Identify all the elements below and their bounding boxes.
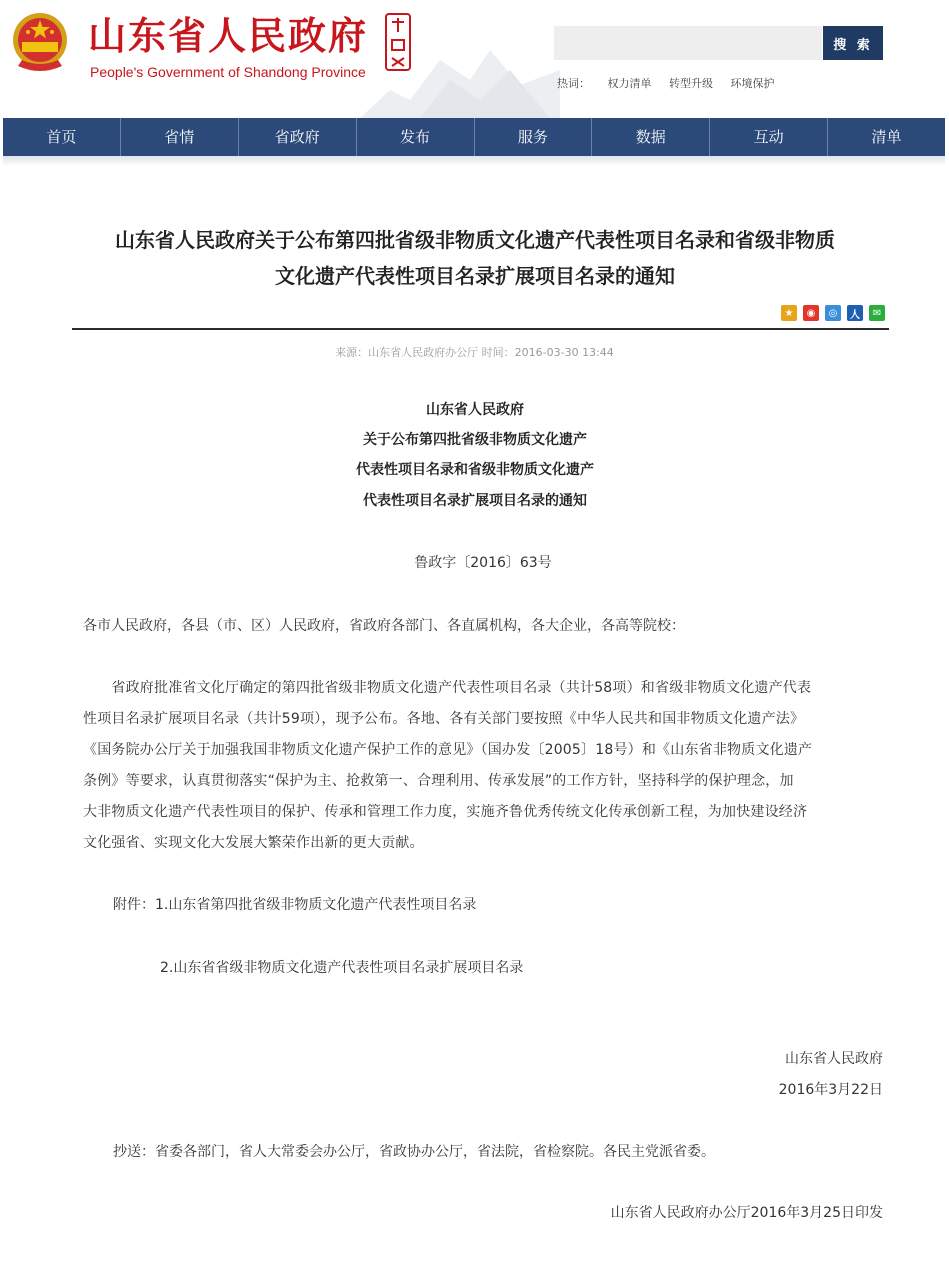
nav-item-release[interactable]: 发布 [357, 118, 475, 156]
body-line: 文化强省、实现文化大发展大繁荣作出新的更大贡献。 [83, 835, 424, 851]
hot-keywords [557, 75, 789, 91]
body-line: 性项目名录扩展项目名录（共计59项），现予公布。各地、各有关部门要按照《中华人民共和国非物质文化遗产法》 [83, 711, 805, 727]
qzone-share-icon[interactable]: ★ [781, 305, 797, 321]
article-title [60, 222, 890, 294]
main-nav [3, 118, 945, 156]
weibo-share-icon[interactable]: ◉ [803, 305, 819, 321]
nav-item-home[interactable]: 首页 [3, 118, 121, 156]
nav-item-province-info[interactable]: 省情 [121, 118, 239, 156]
nav-item-data[interactable]: 数据 [592, 118, 710, 156]
body-line: 《国务院办公厅关于加强我国非物质文化遗产保护工作的意见》（国办发〔2005〕18号）和《山东省非物质文化遗产 [83, 742, 813, 758]
mountain-decoration-icon [360, 40, 560, 118]
article-meta: 来源：山东省人民政府办公厅 时间：2016-03-30 13:44 [335, 346, 614, 359]
national-emblem-icon[interactable] [8, 10, 72, 78]
printed-by: 山东省人民政府办公厅2016年3月25日印发 [610, 1205, 883, 1221]
salutation: 各市人民政府，各县（市、区）人民政府，省政府各部门、各直属机构，各大企业，各高等院校： [83, 618, 685, 634]
hot-keyword-link[interactable]: 权力清单 [607, 77, 652, 90]
attachment-1[interactable]: 附件：1.山东省第四批省级非物质文化遗产代表性项目名录 [113, 897, 477, 913]
wechat-share-icon[interactable]: ✉ [869, 305, 885, 321]
doc-heading-line: 关于公布第四批省级非物质文化遗产 [363, 432, 587, 448]
nav-shadow [3, 156, 945, 166]
renren-share-icon[interactable]: 人 [847, 305, 863, 321]
tencent-weibo-share-icon[interactable]: ◎ [825, 305, 841, 321]
document-number: 鲁政字〔2016〕63号 [414, 555, 552, 571]
hot-keyword-link[interactable]: 环境保护 [730, 77, 775, 90]
body-line: 条例》等要求，认真贯彻落实“保护为主、抢救第一、合理利用、传承发展”的工作方针，坚持科学的保护理念，加 [83, 773, 794, 789]
title-divider [72, 328, 889, 330]
search-input[interactable] [554, 26, 822, 60]
search-button[interactable]: 搜 索 [823, 26, 883, 60]
doc-heading-line: 山东省人民政府 [426, 402, 524, 418]
body-line: 省政府批准省文化厅确定的第四批省级非物质文化遗产代表性项目名录（共计58项）和省级非物质文化遗产代表 [83, 680, 812, 696]
hot-keyword-link[interactable]: 转型升级 [669, 77, 713, 90]
hot-keywords-label: 热词： [557, 77, 590, 90]
cc-line: 抄送：省委各部门，省人大常委会办公厅，省政协办公厅，省法院，省检察院。各民主党派省委。 [113, 1144, 715, 1160]
signature-org: 山东省人民政府 [785, 1051, 883, 1067]
article-title-line: 文化遗产代表性项目名录扩展项目名录的通知 [275, 264, 675, 288]
body-line: 大非物质文化遗产代表性项目的保护、传承和管理工作力度，实施齐鲁优秀传统文化传承创新工程，为加快建设经济 [83, 804, 808, 820]
article-title-line: 山东省人民政府关于公布第四批省级非物质文化遗产代表性项目名录和省级非物质 [115, 228, 835, 252]
signature-date: 2016年3月22日 [778, 1082, 883, 1098]
site-subtitle: People's Government of Shandong Province [90, 64, 366, 80]
nav-item-service[interactable]: 服务 [475, 118, 593, 156]
site-title[interactable]: 山东省人民政府 [88, 13, 369, 58]
doc-heading-line: 代表性项目名录扩展项目名录的通知 [363, 493, 587, 509]
nav-item-lists[interactable]: 清单 [871, 128, 902, 146]
site-header [0, 0, 949, 118]
doc-heading-line: 代表性项目名录和省级非物质文化遗产 [356, 462, 594, 478]
attachment-2[interactable]: 2.山东省省级非物质文化遗产代表性项目名录扩展项目名录 [160, 960, 524, 976]
nav-item-interaction[interactable]: 互动 [710, 118, 828, 156]
share-bar [781, 305, 885, 321]
nav-item-government[interactable]: 省政府 [239, 118, 357, 156]
